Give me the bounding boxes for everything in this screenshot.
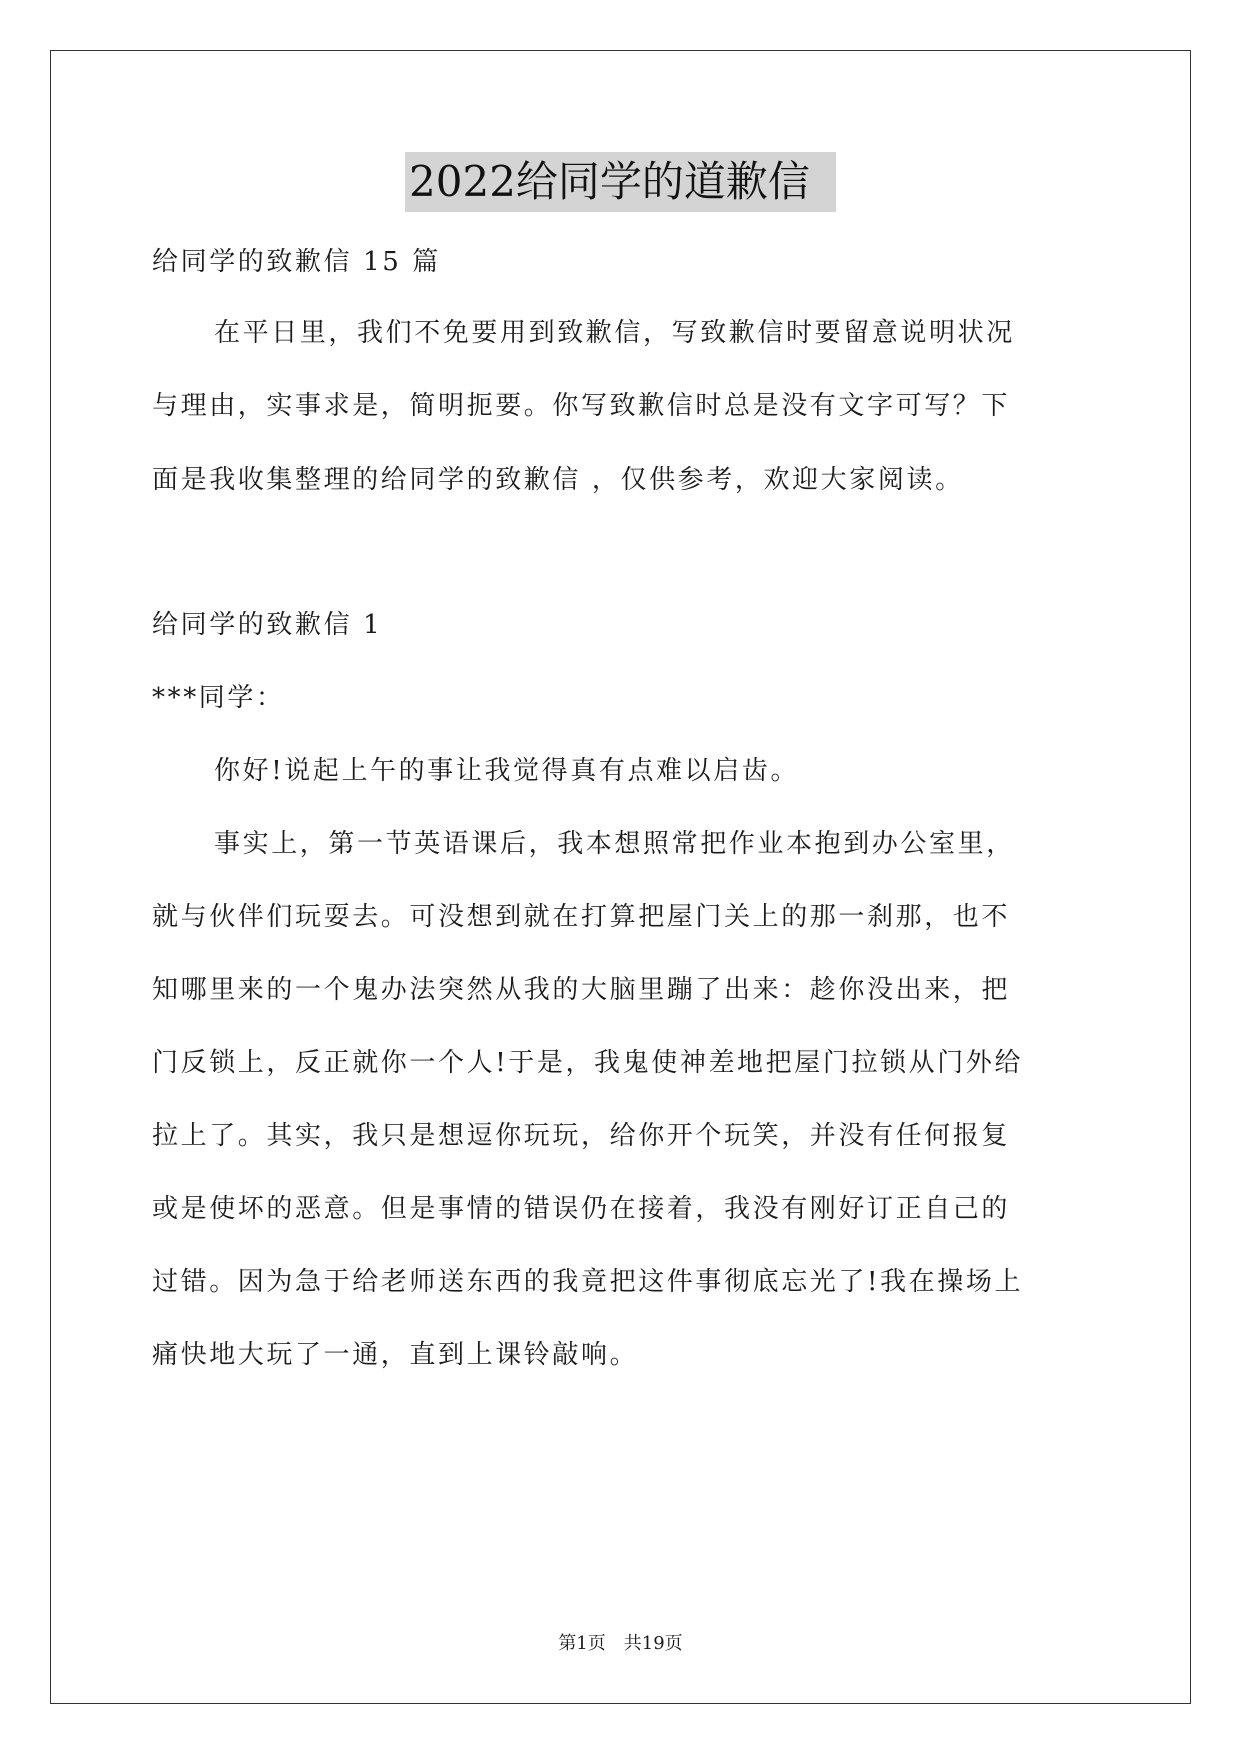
page-border <box>50 50 1191 1704</box>
paragraph-line: 知哪里来的一个鬼办法突然从我的大脑里蹦了出来：趁你没出来，把 <box>152 975 1011 1005</box>
paragraph-line: 过错。因为急于给老师送东西的我竟把这件事彻底忘光了!我在操场上 <box>152 1267 1024 1297</box>
paragraph-line: 与理由，实事求是，简明扼要。你写致歉信时总是没有文字可写？下 <box>152 391 1011 421</box>
paragraph-line: 痛快地大玩了一通，直到上课铃敲响。 <box>152 1340 639 1370</box>
paragraph-line: 拉上了。其实，我只是想逗你玩玩，给你开个玩笑，并没有任何报复 <box>152 1121 1011 1151</box>
paragraph-line: 事实上，第一节英语课后，我本想照常把作业本抱到办公室里， <box>214 829 1015 859</box>
paragraph-line: 门反锁上，反正就你一个人!于是，我鬼使神差地把屋门拉锁从门外给 <box>152 1048 1024 1078</box>
section-heading: 给同学的致歉信 1 <box>152 610 383 640</box>
document-title: 2022给同学的道歉信 <box>405 152 836 212</box>
paragraph-line: 你好!说起上午的事让我觉得真有点难以启齿。 <box>214 756 800 786</box>
paragraph-line: 面是我收集整理的给同学的致歉信 ，仅供参考，欢迎大家阅读。 <box>152 465 964 495</box>
paragraph-line: 在平日里，我们不免要用到致歉信，写致歉信时要留意说明状况 <box>214 318 1015 348</box>
paragraph-line: 就与伙伴们玩耍去。可没想到就在打算把屋门关上的那一刹那，也不 <box>152 902 1011 932</box>
page-number-footer: 第1页 共19页 <box>558 1633 683 1654</box>
salutation: ***同学： <box>152 683 285 713</box>
paragraph-line: 或是使坏的恶意。但是事情的错误仍在接着，我没有刚好订正自己的 <box>152 1194 1011 1224</box>
title-container <box>0 152 1241 212</box>
subtitle-line: 给同学的致歉信 15 篇 <box>152 247 441 277</box>
